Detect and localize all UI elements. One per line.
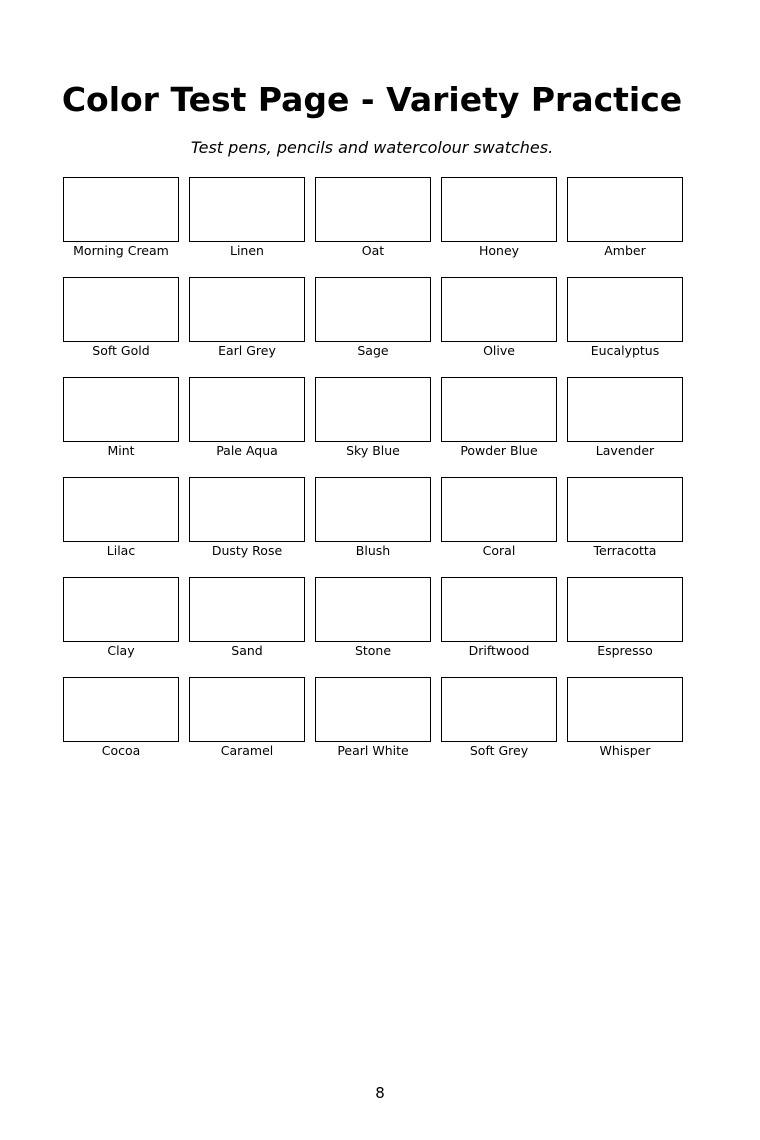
swatch-cell — [567, 677, 683, 763]
swatch-label: Whisper — [599, 743, 651, 758]
swatch-label: Stone — [354, 643, 392, 658]
swatch-cell — [315, 677, 431, 763]
swatch-cell — [441, 277, 557, 363]
swatch-label: Caramel — [220, 743, 274, 758]
swatch-cell — [315, 577, 431, 663]
swatch-box — [441, 577, 557, 642]
swatch-box — [567, 577, 683, 642]
swatch-label: Oat — [361, 243, 385, 258]
swatch-cell — [441, 177, 557, 263]
swatch-box — [441, 277, 557, 342]
swatch-box — [315, 277, 431, 342]
swatch-label: Espresso — [597, 643, 653, 658]
swatch-box — [189, 577, 305, 642]
swatch-cell — [189, 577, 305, 663]
page-title: Color Test Page - Variety Practice — [61, 80, 683, 119]
swatch-box — [315, 477, 431, 542]
swatch-label: Honey — [478, 243, 520, 258]
swatch-label: Eucalyptus — [590, 343, 660, 358]
swatch-cell — [63, 477, 179, 563]
swatch-label: Soft Grey — [469, 743, 529, 758]
swatch-cell — [567, 577, 683, 663]
swatch-cell — [567, 277, 683, 363]
swatch-cell — [315, 377, 431, 463]
swatch-label: Olive — [483, 343, 515, 358]
swatch-label: Sage — [357, 343, 389, 358]
swatch-label: Pale Aqua — [216, 443, 278, 458]
swatch-cell — [63, 377, 179, 463]
swatch-grid — [63, 177, 683, 763]
swatch-cell — [567, 377, 683, 463]
swatch-box — [567, 477, 683, 542]
swatch-label: Lavender — [595, 443, 655, 458]
swatch-label: Morning Cream — [73, 243, 169, 258]
swatch-box — [189, 477, 305, 542]
swatch-box — [567, 277, 683, 342]
swatch-cell — [189, 377, 305, 463]
swatch-label: Powder Blue — [460, 443, 538, 458]
swatch-label: Clay — [107, 643, 135, 658]
swatch-box — [315, 377, 431, 442]
swatch-cell — [315, 177, 431, 263]
swatch-box — [567, 177, 683, 242]
swatch-cell — [189, 177, 305, 263]
swatch-label: Coral — [482, 543, 516, 558]
swatch-cell — [189, 677, 305, 763]
swatch-box — [315, 577, 431, 642]
swatch-box — [315, 177, 431, 242]
swatch-box — [441, 677, 557, 742]
swatch-label: Amber — [604, 243, 646, 258]
swatch-cell — [63, 177, 179, 263]
swatch-cell — [63, 277, 179, 363]
swatch-cell — [441, 577, 557, 663]
swatch-label: Blush — [355, 543, 391, 558]
swatch-box — [441, 377, 557, 442]
swatch-label: Soft Gold — [92, 343, 150, 358]
swatch-box — [63, 377, 179, 442]
swatch-label: Earl Grey — [218, 343, 276, 358]
swatch-box — [567, 677, 683, 742]
swatch-cell — [63, 677, 179, 763]
swatch-label: Lilac — [106, 543, 136, 558]
swatch-box — [567, 377, 683, 442]
swatch-cell — [189, 477, 305, 563]
swatch-cell — [315, 477, 431, 563]
swatch-box — [63, 277, 179, 342]
swatch-cell — [567, 477, 683, 563]
swatch-box — [63, 577, 179, 642]
swatch-cell — [441, 677, 557, 763]
swatch-cell — [189, 277, 305, 363]
swatch-box — [189, 377, 305, 442]
swatch-label: Linen — [230, 243, 264, 258]
page-number: 8 — [375, 1084, 385, 1102]
page-subtitle: Test pens, pencils and watercolour swatches. — [190, 138, 554, 157]
swatch-box — [63, 477, 179, 542]
swatch-label: Sky Blue — [346, 443, 400, 458]
swatch-box — [441, 177, 557, 242]
swatch-cell — [441, 377, 557, 463]
swatch-label: Cocoa — [101, 743, 141, 758]
swatch-cell — [441, 477, 557, 563]
swatch-box — [63, 677, 179, 742]
swatch-box — [63, 177, 179, 242]
swatch-label: Pearl White — [337, 743, 409, 758]
swatch-label: Driftwood — [468, 643, 530, 658]
swatch-box — [441, 477, 557, 542]
swatch-box — [189, 677, 305, 742]
swatch-box — [315, 677, 431, 742]
swatch-cell — [315, 277, 431, 363]
swatch-label: Dusty Rose — [211, 543, 283, 558]
swatch-box — [189, 177, 305, 242]
swatch-cell — [567, 177, 683, 263]
swatch-cell — [63, 577, 179, 663]
swatch-label: Terracotta — [593, 543, 657, 558]
swatch-label: Sand — [231, 643, 263, 658]
swatch-label: Mint — [107, 443, 135, 458]
swatch-box — [189, 277, 305, 342]
